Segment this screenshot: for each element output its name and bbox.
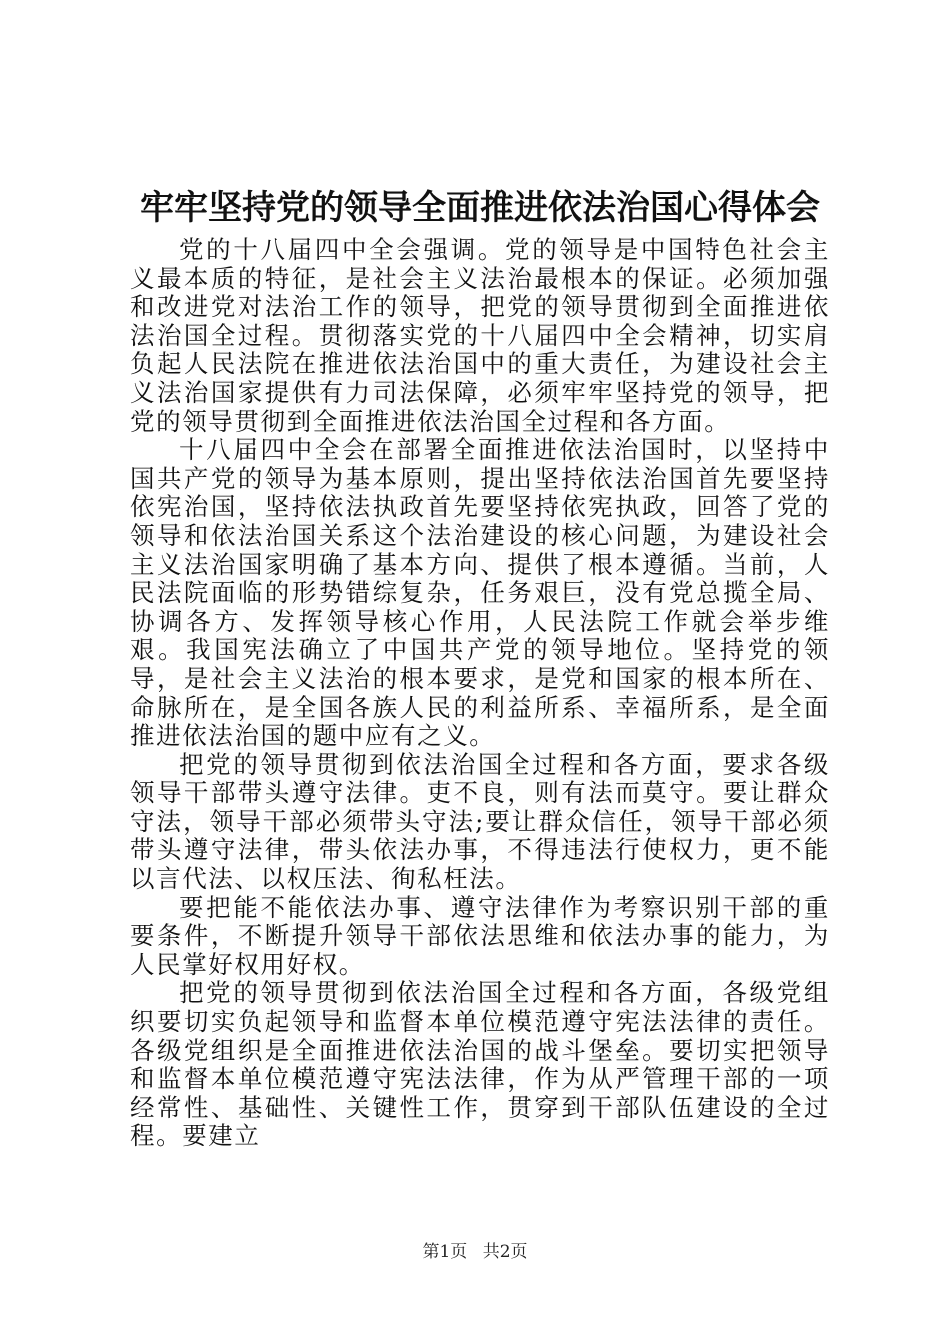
page-number-total: 共2页: [482, 1242, 528, 1262]
document-title: 牢牢坚持党的领导全面推进依法治国心得体会: [140, 188, 820, 228]
paragraph: 把党的领导贯彻到依法治国全过程和各方面，要求各级领导干部带头遵守法律。吏不良，则有法而莫守。要让群众守法，领导干部必须带头守法;要让群众信任，领导干部必须带头遵守法律，带头依法办事，不得违法行使权力，更不能以言代法、以权压法、徇私枉法。: [130, 749, 830, 894]
page-footer: [0, 1240, 950, 1264]
paragraph: 十八届四中全会在部署全面推进依法治国时，以坚持中国共产党的领导为基本原则，提出坚持依法治国首先要坚持依宪治国，坚持依法执政首先要坚持依宪执政，回答了党的领导和依法治国关系这个法治建设的核心问题，为建设社会主义法治国家明确了基本方向、提供了根本遵循。当前，人民法院面临的形势错综复杂，任务艰巨，没有党总揽全局、协调各方、发挥领导核心作用，人民法院工作就会举步维艰。我国宪法确立了中国共产党的领导地位。坚持党的领导，是社会主义法治的根本要求，是党和国家的根本所在、命脉所在，是全国各族人民的利益所系、幸福所系，是全面推进依法治国的题中应有之义。: [130, 435, 830, 751]
paragraph: 党的十八届四中全会强调。党的领导是中国特色社会主义最本质的特征，是社会主义法治最根本的保证。必须加强和改进党对法治工作的领导，把党的领导贯彻到全面推进依法治国全过程。贯彻落实党的十八届四中全会精神，切实肩负起人民法院在推进依法治国中的重大责任，为建设社会主义法治国家提供有力司法保障，必须牢牢坚持党的领导，把党的领导贯彻到全面推进依法治国全过程和各方面。: [130, 235, 830, 436]
page-number-current: 第1页: [422, 1242, 468, 1262]
paragraph: 把党的领导贯彻到依法治国全过程和各方面，各级党组织要切实负起领导和监督本单位模范遵守宪法法律的责任。各级党组织是全面推进依法治国的战斗堡垒。要切实把领导和监督本单位模范遵守宪法法律，作为从严管理干部的一项经常性、基础性、关键性工作，贯穿到干部队伍建设的全过程。要建立: [130, 978, 830, 1151]
paragraph: 要把能不能依法办事、遵守法律作为考察识别干部的重要条件，不断提升领导干部依法思维和依法办事的能力，为人民掌好权用好权。: [130, 892, 830, 979]
document-body: [130, 236, 830, 1151]
